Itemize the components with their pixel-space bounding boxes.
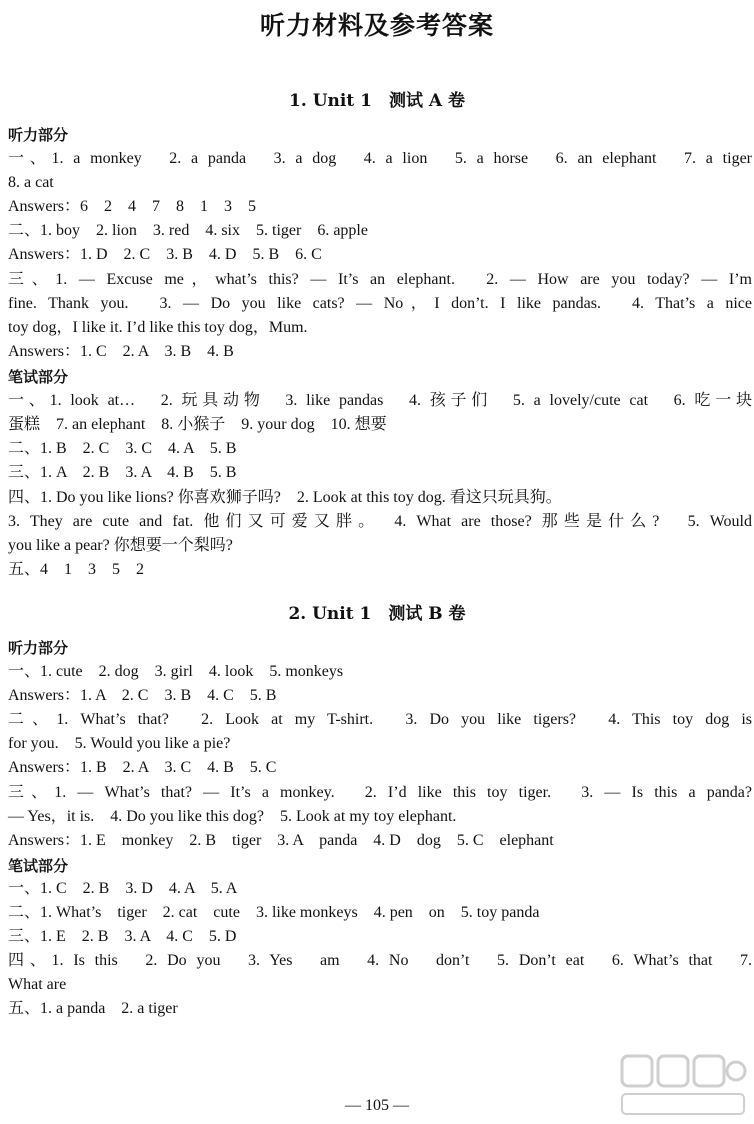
answer-line: — Yes，it is. 4. Do you like this dog? 5. Look at my toy elephant. (8, 808, 457, 825)
answer-line: 二、1. What’s that? 2. Look at my T-shirt. 3. Do you like tigers? 4. This toy dog is (8, 711, 752, 728)
answer-line: 二、1. B 2. C 3. C 4. A 5. B (8, 440, 237, 457)
answer-line: Answers：6 2 4 7 8 1 3 5 (8, 198, 256, 215)
writing-part-label: 笔试部分 (8, 368, 69, 386)
watermark-logo-icon (618, 1052, 748, 1120)
answer-line: 三、1. E 2. B 3. A 4. C 5. D (8, 928, 237, 945)
answer-line: 四、1. Do you like lions? 你喜欢狮子吗? 2. Look at this toy dog. 看这只玩具狗。 (8, 489, 562, 506)
answer-line: 一、1. cute 2. dog 3. girl 4. look 5. monkeys (8, 663, 344, 680)
answer-line: 三、1. A 2. B 3. A 4. B 5. B (8, 464, 237, 481)
answer-line: 五、1. a panda 2. a tiger (8, 1000, 178, 1017)
answer-line: Answers：1. B 2. A 3. C 4. B 5. C (8, 759, 277, 776)
answer-line: 三、1. — What’s that? — It’s a monkey. 2. I’d like this toy tiger. 3. — Is this a panda? (8, 784, 752, 801)
answer-line: you like a pear? 你想要一个梨吗? (8, 537, 233, 554)
answer-line: 二、1. What’s tiger 2. cat cute 3. like monkeys 4. pen on 5. toy panda (8, 904, 540, 921)
answer-line: Answers：1. E monkey 2. B tiger 3. A panda 4. D dog 5. C elephant (8, 832, 554, 849)
answer-line: 五、4 1 3 5 2 (8, 561, 145, 578)
section-heading-unit1-test-b: 2. Unit 1 测试 B 卷 (288, 604, 466, 624)
answer-line: Answers：1. A 2. C 3. B 4. C 5. B (8, 687, 277, 704)
listening-part-label: 听力部分 (8, 126, 69, 144)
listening-part-label: 听力部分 (8, 639, 69, 657)
writing-part-label: 笔试部分 (8, 857, 69, 875)
answer-line: fine. Thank you. 3. — Do you like cats? — No，I don’t. I like pandas. 4. That’s a nice (8, 295, 752, 312)
answer-line: 二、1. boy 2. lion 3. red 4. six 5. tiger 6. apple (8, 222, 368, 239)
page-title: 听力材料及参考答案 (259, 11, 494, 40)
answer-line: 蛋糕 7. an elephant 8. 小猴子 9. your dog 10. 想要 (8, 416, 387, 433)
answer-line: 一、1. look at… 2. 玩具动物 3. like pandas 4. 孩子们 5. a lovely/cute cat 6. 吃一块 (8, 392, 752, 409)
section-heading-unit1-test-a: 1. Unit 1 测试 A 卷 (289, 91, 465, 111)
answer-line: toy dog，I like it. I’d like this toy dog，Mum. (8, 319, 308, 336)
page-number: — 105 — (345, 1097, 409, 1114)
answer-line: 一、1. C 2. B 3. D 4. A 5. A (8, 880, 238, 897)
answer-line: Answers：1. D 2. C 3. B 4. D 5. B 6. C (8, 246, 322, 263)
answer-line: 一、1. a monkey 2. a panda 3. a dog 4. a lion 5. a horse 6. an elephant 7. a tiger (8, 150, 752, 167)
answer-line: What are (8, 976, 67, 993)
answer-line: 四、1. Is this 2. Do you 3. Yes am 4. No don’t 5. Don’t eat 6. What’s that 7. (8, 952, 752, 969)
answer-line: Answers：1. C 2. A 3. B 4. B (8, 343, 234, 360)
answer-line: 三、1. — Excuse me，what’s this? — It’s an elephant. 2. — How are you today? — I’m (8, 271, 752, 288)
answer-line: 3. They are cute and fat. 他们又可爱又胖。 4. What are those? 那些是什么? 5. Would (8, 513, 752, 530)
answer-line: for you. 5. Would you like a pie? (8, 735, 231, 752)
answer-line: 8. a cat (8, 174, 54, 191)
